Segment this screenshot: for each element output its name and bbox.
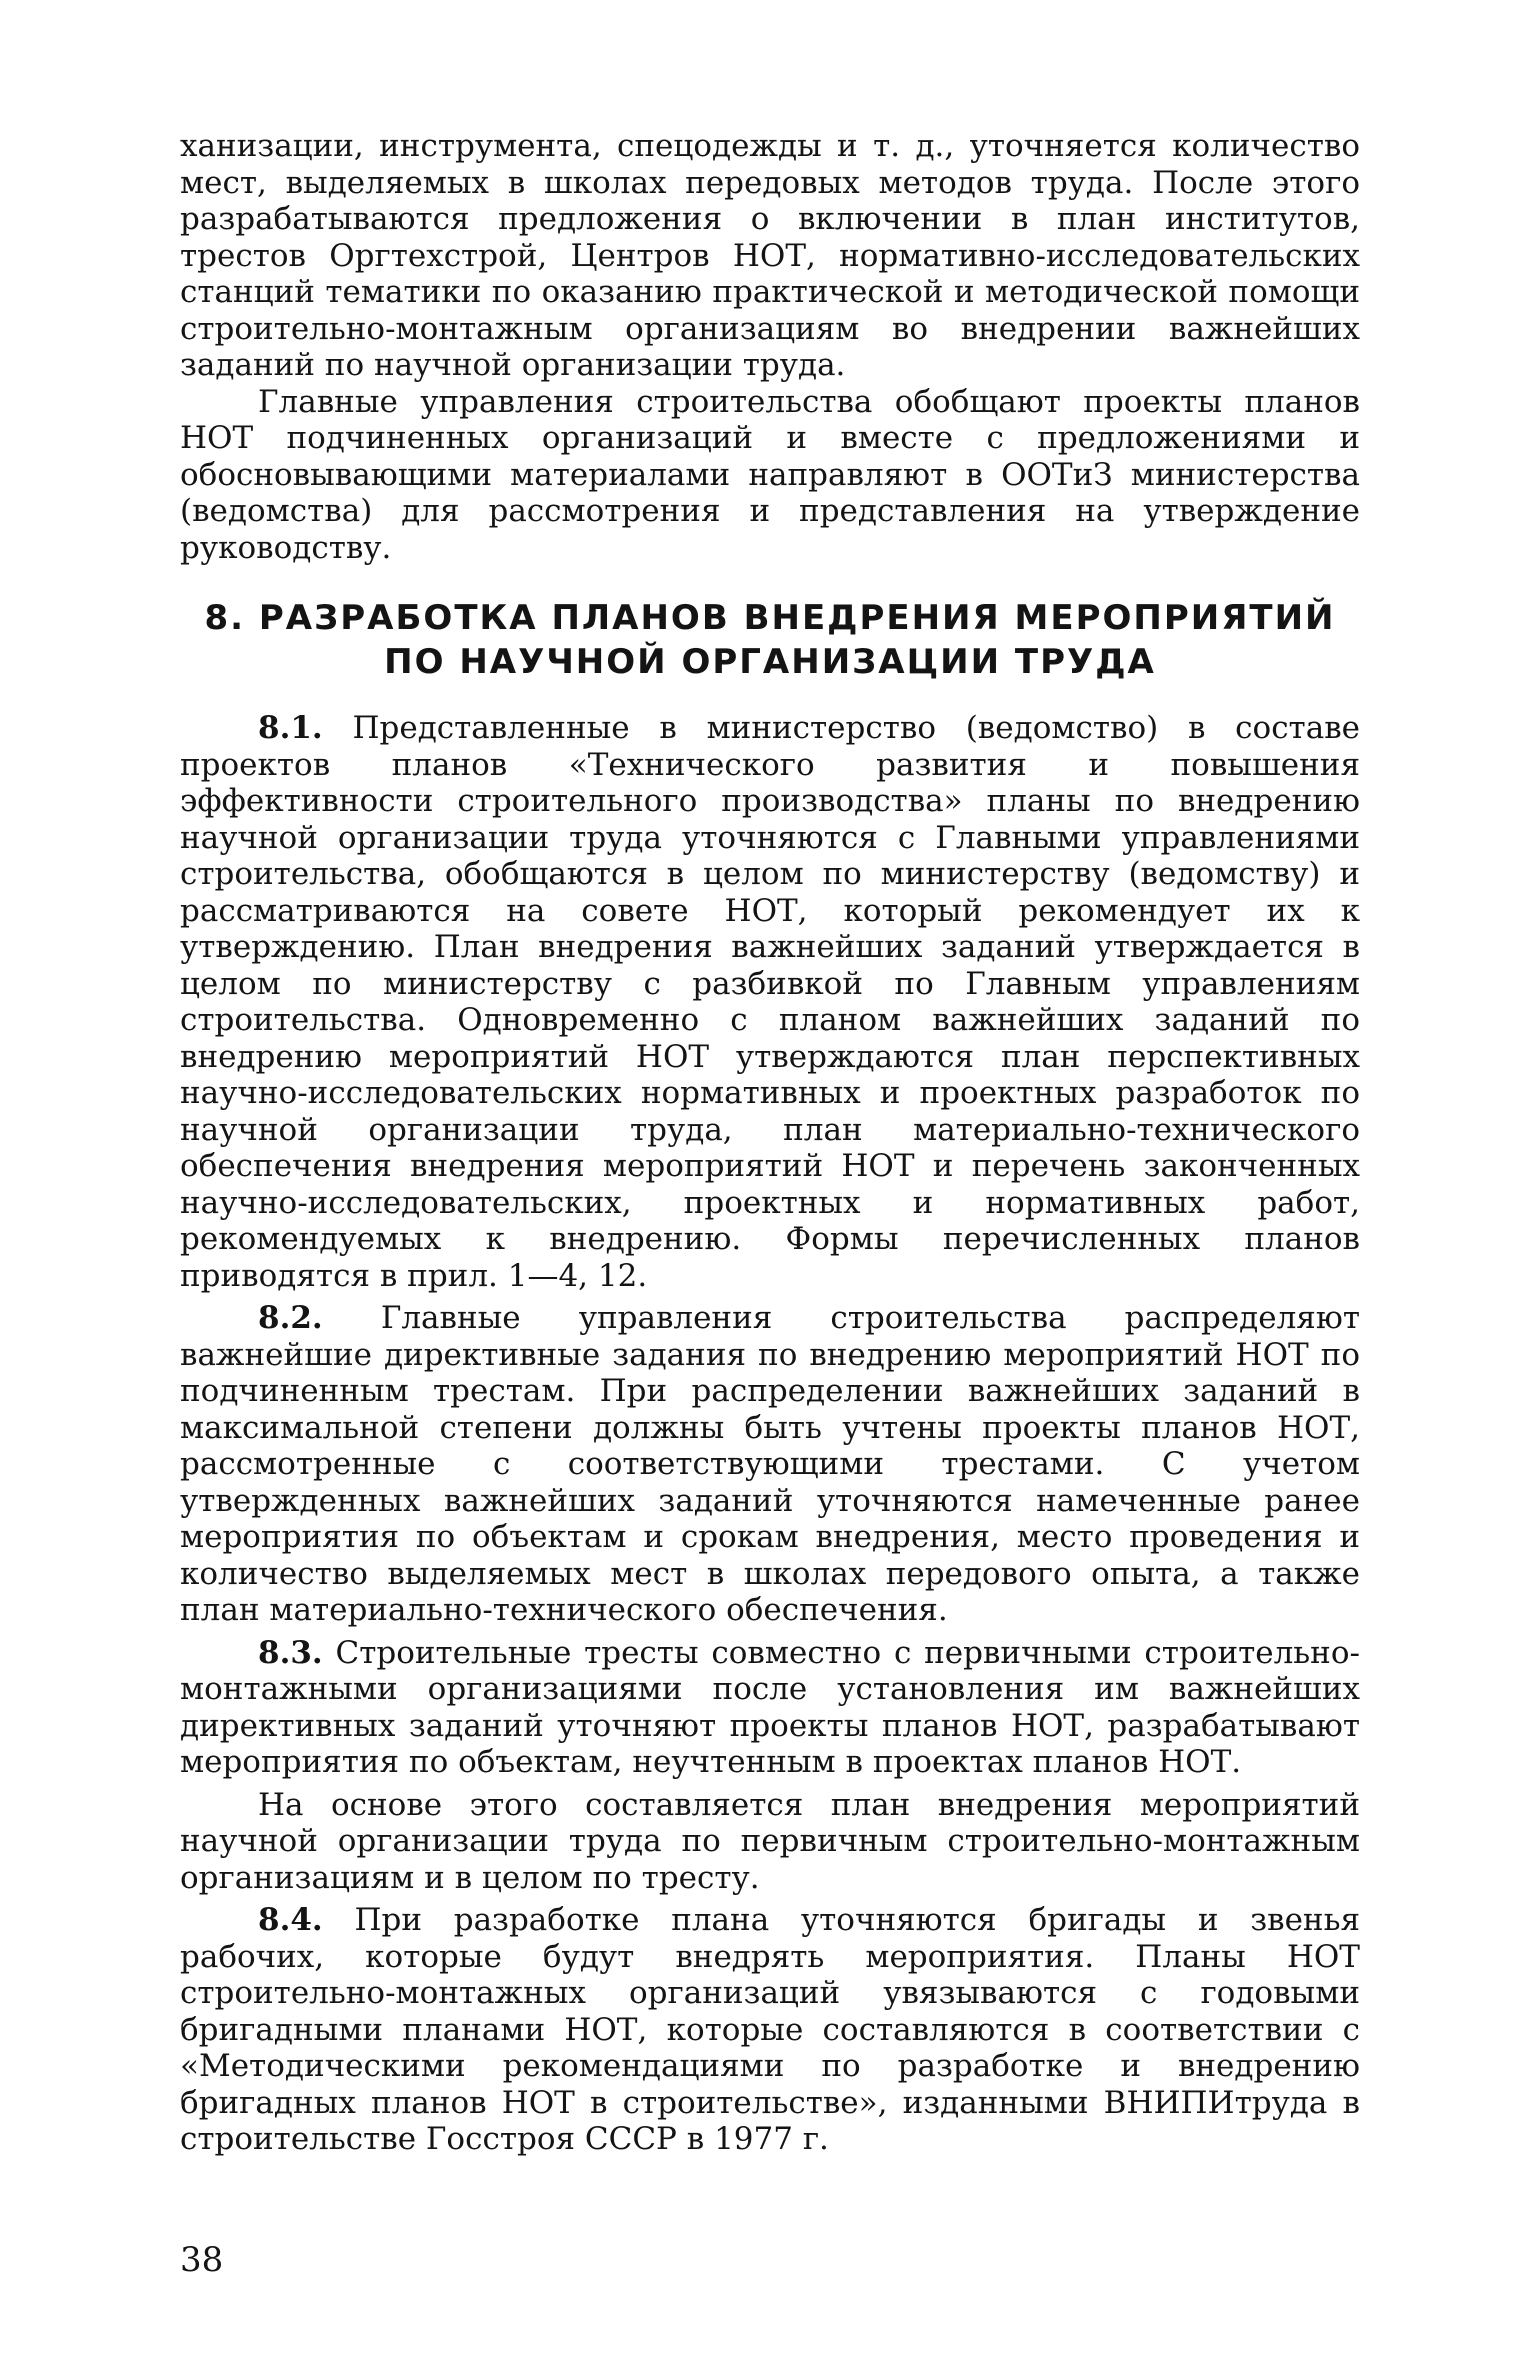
- clause-number: 8.3.: [258, 1634, 323, 1671]
- clause-8-4: [180, 1902, 1360, 2158]
- section-heading-line-1: 8. РАЗРАБОТКА ПЛАНОВ ВНЕДРЕНИЯ МЕРОПРИЯТИЙ: [204, 598, 1336, 638]
- clause-8-2: [180, 1300, 1360, 1629]
- page-number: 38: [180, 2240, 224, 2280]
- document-page: [180, 128, 1360, 2158]
- clause-text: Главные управления строительства распределяют важнейшие директивные задания по внедрению мероприятий НОТ по подчиненным трестам. При распределении важнейших заданий в максимальной степени должны быть учтены проекты планов НОТ, рассмотренные с соответствующими трестами. С учетом утвержденных важнейших заданий уточняются намеченные ранее мероприятия по объектам и срокам внедрения, место проведения и количество выделяемых мест в школах передового опыта, а также план материально-технического обеспечения.: [180, 1300, 1360, 1628]
- intro-paragraph-continuation: ханизации, инструмента, спецодежды и т. д., уточняется количество мест, выделяемых в школах передовых методов труда. После этого разрабатываются предложения о включении в план институтов, трестов Оргтехстрой, Центров НОТ, нормативно-исследовательских станций тематики по оказанию практической и методической помощи строительно-монтажным организациям во внедрении важнейших заданий по научной организации труда.: [180, 128, 1360, 383]
- clause-text: Строительные тресты совместно с первичными строительно-монтажными организациями после установления им важнейших директивных заданий уточняют проекты планов НОТ, разрабатывают мероприятия по объектам, неучтенным в проектах планов НОТ.: [180, 1634, 1360, 1780]
- clause-8-3-continuation: [180, 1787, 1360, 1897]
- clause-8-1: [180, 710, 1360, 1294]
- section-heading: [180, 596, 1360, 684]
- clause-number: 8.1.: [258, 710, 323, 746]
- clause-text: На основе этого составляется план внедрения мероприятий научной организации труда по первичным строительно-монтажным организациям и в целом по тресту.: [180, 1786, 1360, 1896]
- clause-number: 8.2.: [258, 1300, 323, 1336]
- intro-paragraph-glavnye-upravleniya: Главные управления строительства обобщают проекты планов НОТ подчиненных организаций и вместе с предложениями и обосновывающими материалами направляют в ООТиЗ министерства (ведомства) для рассмотрения и представления на утверждение руководству.: [180, 383, 1360, 566]
- clause-8-3: [180, 1635, 1360, 1781]
- clause-text: При разработке плана уточняются бригады и звенья рабочих, которые будут внедрять мероприятия. Планы НОТ строительно-монтажных организаций увязываются с годовыми бригадными планами НОТ, которые составляются в соответствии с «Методическими рекомендациями по разработке и внедрению бригадных планов НОТ в строительстве», изданными ВНИПИтруда в строительстве Госстроя СССР в 1977 г.: [180, 1902, 1361, 2157]
- clause-text: Представленные в министерство (ведомство) в составе проектов планов «Технического развития и повышения эффективности строительного производства» планы по внедрению научной организации труда уточняются с Главными управлениями строительства, обобщаются в целом по министерству (ведомству) и рассматриваются на совете НОТ, который рекомендует их к утверждению. План внедрения важнейших заданий утверждается в целом по министерству с разбивкой по Главным управлениям строительства. Одновременно с планом важнейших заданий по внедрению мероприятий НОТ утверждаются план перспективных научно-исследовательских нормативных и проектных разработок по научной организации труда, план материально-технического обеспечения внедрения мероприятий НОТ и перечень законченных научно-исследовательских, проектных и нормативных работ, рекомендуемых к внедрению. Формы перечисленных планов приводятся в прил. 1—4, 12.: [180, 710, 1360, 1294]
- clause-number: 8.4.: [258, 1902, 323, 1938]
- section-heading-line-2: ПО НАУЧНОЙ ОРГАНИЗАЦИИ ТРУДА: [384, 642, 1156, 682]
